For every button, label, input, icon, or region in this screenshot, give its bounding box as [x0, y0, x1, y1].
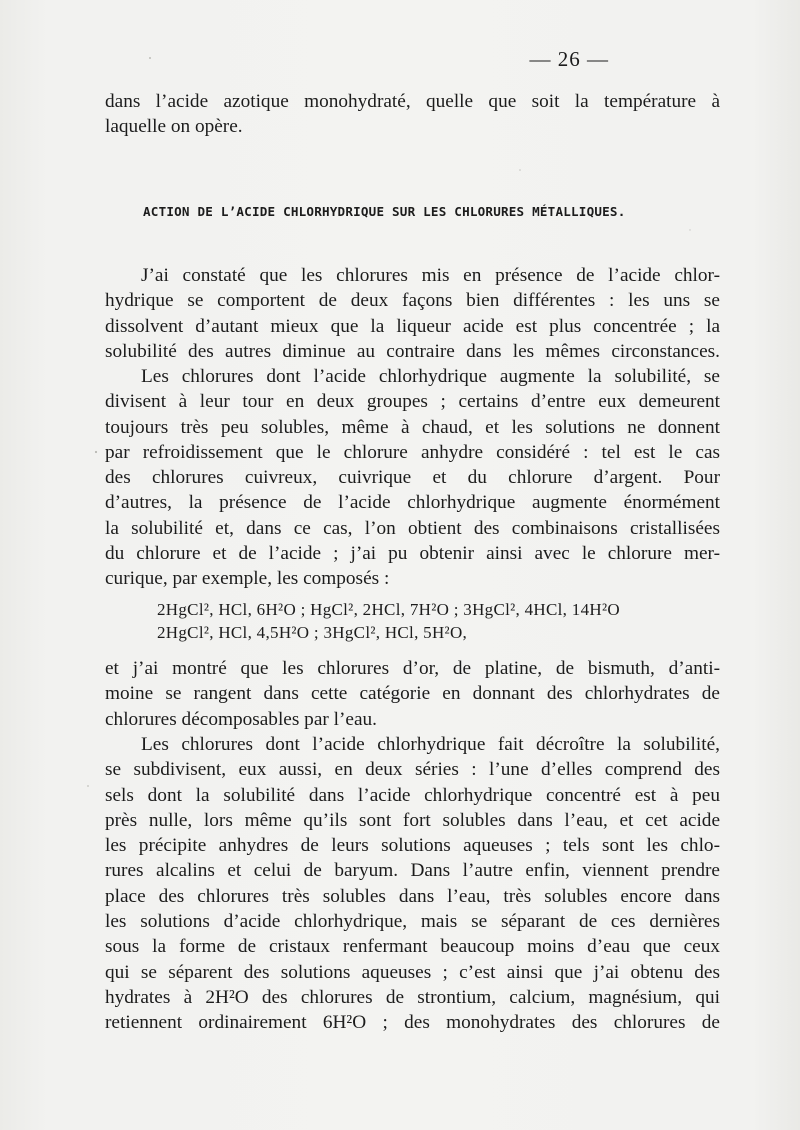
formula-line: 2HgCl², HCl, 4,5H²O ; 3HgCl², HCl, 5H²O, [157, 623, 468, 642]
text-line: moine se rangent dans cette catégorie en donnant des chlorhydrates de [105, 683, 720, 705]
paragraph-2 [105, 364, 720, 592]
text-line: chlorures décomposables par l’eau. [105, 708, 377, 730]
text-line: près nulle, lors même qu’ils sont fort solubles dans l’eau, et cet acide [105, 809, 720, 831]
intro-paragraph [105, 89, 720, 140]
text-line: divisent à leur tour en deux groupes ; certains d’entre eux demeurent [105, 391, 720, 413]
text-line: qui se séparent des solutions aqueuses ; c’est ainsi que j’ai obtenu des [105, 961, 720, 983]
text-line: des chlorures cuivreux, cuivrique et du chlorure d’argent. Pour [105, 467, 720, 489]
text-line: Les chlorures dont l’acide chlorhydrique augmente la solubilité, se [141, 366, 720, 387]
text-line: dissolvent d’autant mieux que la liqueur acide est plus concentrée ; la [105, 315, 720, 337]
text-line: hydrique se comportent de deux façons bien différentes : les uns se [105, 290, 720, 312]
text-line: se subdivisent, eux aussi, en deux séries : l’une d’elles comprend des [105, 759, 720, 781]
text-line: sels dont la solubilité dans l’acide chlorhydrique concentré est à peu [105, 784, 720, 806]
paragraph-4 [105, 732, 720, 1036]
section-heading: ACTION DE L’ACIDE CHLORHYDRIQUE SUR LES CHLORURES MÉTALLIQUES. [143, 204, 626, 219]
text-line: J’ai constaté que les chlorures mis en présence de l’acide chlor- [141, 265, 720, 286]
text-line: d’autres, la présence de l’acide chlorhydrique augmente énormément [105, 492, 720, 514]
text-line: solubilité des autres diminue au contraire dans les mêmes circonstances. [105, 340, 720, 362]
page-number-text: — 26 — [529, 47, 609, 71]
text-line: par refroidissement que le chlorure anhydre considéré : tel est le cas [105, 441, 720, 463]
text-line: rures alcalins et celui de baryum. Dans l’autre enfin, viennent prendre [105, 860, 720, 882]
page-number [0, 47, 800, 72]
text-line: retiennent ordinairement 6H²O ; des monohydrates des chlorures de [105, 1012, 720, 1034]
text-line: la solubilité et, dans ce cas, l’on obtient des combinaisons cristallisées [105, 517, 720, 539]
text-line: du chlorure et de l’acide ; j’ai pu obtenir ainsi avec le chlorure mer- [105, 543, 720, 565]
text-line: curique, par exemple, les composés : [105, 568, 390, 590]
text-line: Les chlorures dont l’acide chlorhydrique fait décroître la solubilité, [141, 734, 720, 755]
text-line: sous la forme de cristaux renfermant beaucoup moins d’eau que ceux [105, 936, 720, 958]
text-line: et j’ai montré que les chlorures d’or, de platine, de bismuth, d’anti- [105, 658, 720, 679]
text-line: place des chlorures très solubles dans l’eau, très solubles encore dans [105, 885, 720, 907]
paragraph-3 [105, 656, 720, 732]
text-line: les précipite anhydres de leurs solutions aqueuses ; tels sont les chlo- [105, 835, 720, 857]
text-line: toujours très peu solubles, même à chaud, et les solutions ne donnent [105, 416, 720, 438]
formula-line: 2HgCl², HCl, 6H²O ; HgCl², 2HCl, 7H²O ; 3HgCl², 4HCl, 14H²O [157, 600, 620, 619]
text-line: laquelle on opère. [105, 116, 243, 138]
text-line: hydrates à 2H²O des chlorures de strontium, calcium, magnésium, qui [105, 986, 720, 1008]
chemical-formulas [157, 598, 620, 644]
text-line: les solutions d’acide chlorhydrique, mais se séparant de ces dernières [105, 911, 720, 933]
text-line: dans l’acide azotique monohydraté, quelle que soit la température à [105, 91, 720, 112]
paragraph-1 [105, 263, 720, 364]
